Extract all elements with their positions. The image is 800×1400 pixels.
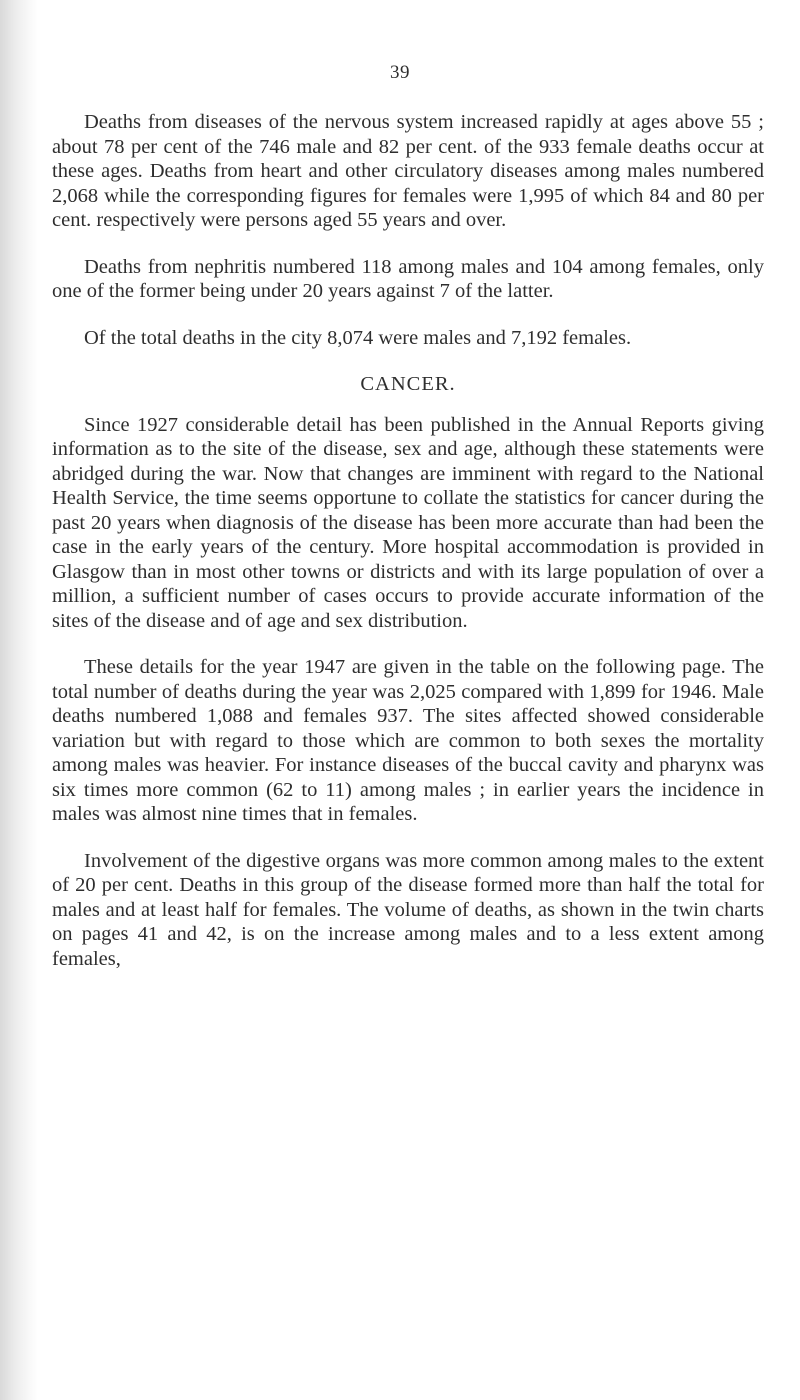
- section-heading-cancer: CANCER.: [360, 373, 456, 395]
- paragraph-cancer-statistics: Since 1927 considerable detail has been published in the Annual Reports giving information as to the site of the disease, sex and age, although these statements were abridged during the war. Now that changes are imminent with regard to the National Health Service, the time seems opportune to collate the statistics for cancer during the past 20 years when diagnosis of the disease has been more accurate than had been the case in the early years of the century. More hospital accommodation is provided in Glasgow than in most other towns or districts and with its large population of over a million, a sufficient number of cases occurs to provide accurate information of the sites of the disease and of age and sex distribution.: [52, 413, 764, 632]
- paragraph-1947-details: These details for the year 1947 are given in the table on the following page. The total number of deaths during the year was 2,025 compared with 1,899 for 1946. Male deaths numbered 1,088 and females 937. The sites affected showed considerable variation but with regard to those which are common to both sexes the mortality among males was heavier. For instance diseases of the buccal cavity and pharynx was six times more common (62 to 11) among males ; in earlier years the incidence in males was almost nine times that in females.: [52, 656, 764, 825]
- page-body: [52, 110, 764, 993]
- page-number: 39: [390, 62, 410, 83]
- paragraph-total-deaths: Of the total deaths in the city 8,074 were males and 7,192 females.: [84, 326, 632, 349]
- paragraph-nervous-system: Deaths from diseases of the nervous system increased rapidly at ages above 55 ; about 78 per cent of the 746 male and 82 per cent. of the 933 female deaths occur at these ages. Deaths from heart and other circulatory diseases among males numbered 2,068 while the corresponding figures for females were 1,995 of which 84 and 80 per cent. respectively were persons aged 55 years and over.: [52, 111, 764, 231]
- page-edge-shadow: [0, 0, 38, 1400]
- paragraph-digestive-organs: Involvement of the digestive organs was more common among males to the extent of 20 per cent. Deaths in this group of the disease formed more than half the total for males and at least half for females. The volume of deaths, as shown in the twin charts on pages 41 and 42, is on the increase among males and to a less extent among females,: [52, 849, 764, 970]
- paragraph-nephritis: Deaths from nephritis numbered 118 among males and 104 among females, only one of the former being under 20 years against 7 of the latter.: [52, 255, 764, 302]
